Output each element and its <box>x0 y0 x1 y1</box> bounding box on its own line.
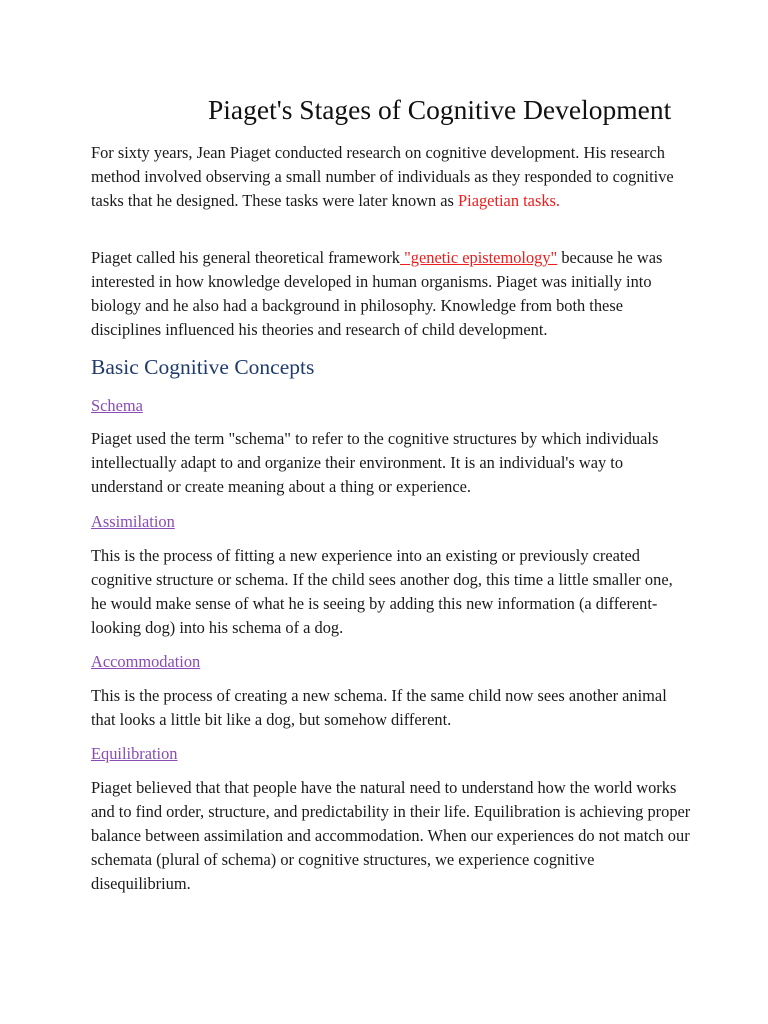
piagetian-tasks-highlight: Piagetian tasks. <box>458 191 561 210</box>
section-heading: Basic Cognitive Concepts <box>91 355 315 379</box>
framework-text-before: Piaget called his general theoretical framework <box>91 248 401 267</box>
schema-term-link[interactable]: Schema <box>91 396 143 415</box>
page-title: Piaget's Stages of Cognitive Development <box>208 94 672 125</box>
schema-description: Piaget used the term "schema" to refer to the cognitive structures by which individuals intellectually adapt to and organize their environment. It is an individual's way to understand or create meaning about a thing or experience. <box>91 429 659 496</box>
assimilation-term-link[interactable]: Assimilation <box>91 512 175 531</box>
framework-text-after: because he was interested in how knowledge developed in human organisms. Piaget was initially into biology and he also had a background in philosophy. Knowledge from both these disciplines influenced his theories and research of child development. <box>91 248 663 339</box>
assimilation-description: This is the process of fitting a new experience into an existing or previously created cognitive structure or schema. If the child sees another dog, this time a little smaller one, he would make sense of what he is seeing by adding this new information (a different-looking dog) into his schema of a dog. <box>91 546 673 637</box>
accommodation-description: This is the process of creating a new schema. If the same child now sees another animal that looks a little bit like a dog, but somehow different. <box>91 686 667 729</box>
accommodation-term-link[interactable]: Accommodation <box>91 652 201 671</box>
intro-paragraph <box>91 141 691 213</box>
intro-text: For sixty years, Jean Piaget conducted research on cognitive development. His research method involved observing a small number of individuals as they responded to cognitive tasks that he designed. These tasks were later known as <box>91 143 674 210</box>
genetic-epistemology-link[interactable]: "genetic epistemology" <box>400 248 558 267</box>
equilibration-term-link[interactable]: Equilibration <box>91 744 178 763</box>
equilibration-description: Piaget believed that that people have the natural need to understand how the world works and to find order, structure, and predictability in their life. Equilibration is achieving proper balance between assimilation and accommodation. When our experiences do not match our schemata (plural of schema) or cognitive structures, we experience cognitive disequilibrium. <box>91 778 691 893</box>
framework-paragraph <box>91 246 691 342</box>
